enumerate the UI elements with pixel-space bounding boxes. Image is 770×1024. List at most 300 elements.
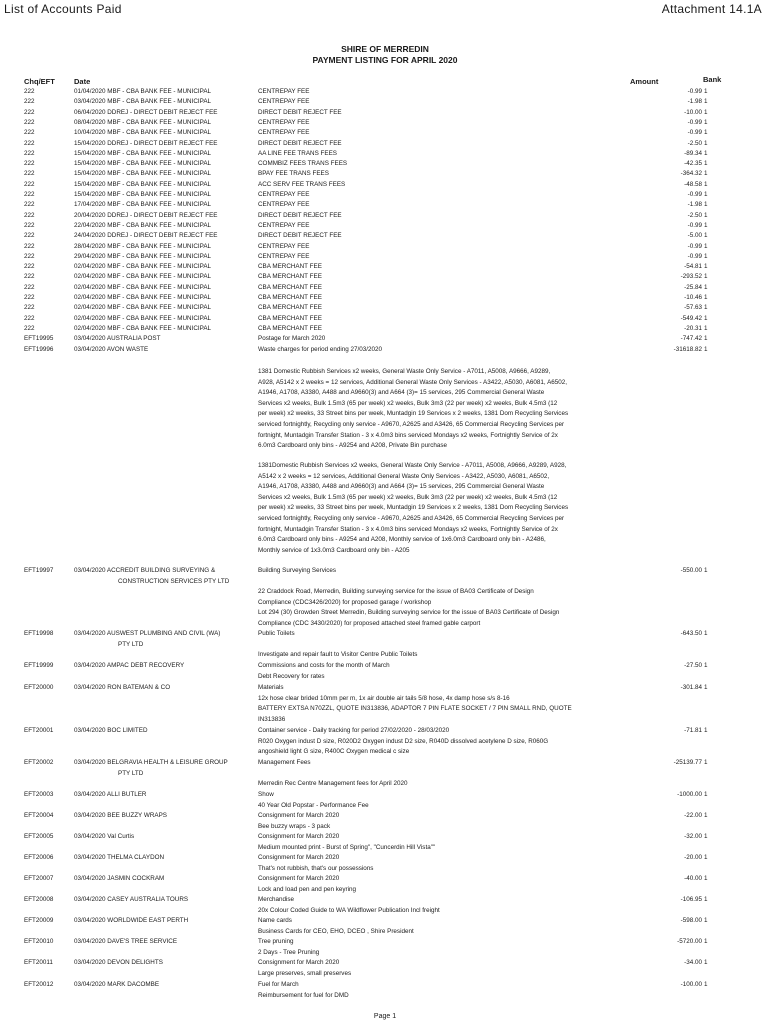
description: CBA MERCHANT FEE	[258, 283, 322, 291]
bank-code: 1	[704, 727, 708, 734]
description	[258, 758, 634, 790]
description-line: Consignment for March 2020	[258, 812, 340, 819]
bank-code: 1	[704, 180, 708, 188]
cheque-number: 222	[24, 98, 35, 106]
description-line: Tree pruning	[258, 938, 294, 945]
bank-code: 1	[704, 252, 708, 260]
shire-title: SHIRE OF MERREDIN	[341, 44, 429, 54]
description-line: Public Toilets	[258, 630, 295, 637]
date-payee	[74, 629, 254, 650]
date-payee: 02/04/2020 MBF - CBA BANK FEE - MUNICIPAL	[74, 294, 212, 301]
date-payee	[74, 874, 254, 885]
bank-code: 1	[704, 160, 708, 168]
description: CENTREPAY FEE	[258, 201, 310, 209]
date-payee	[74, 790, 254, 801]
date-payee: 03/04/2020 AUSTRALIA POST	[74, 335, 161, 343]
description	[258, 566, 634, 630]
attachment-label: Attachment 14.1A	[661, 2, 762, 16]
table-row	[0, 272, 770, 282]
date-payee: 06/04/2020 DDREJ - DIRECT DEBIT REJECT FEE	[74, 108, 218, 116]
description: CENTREPAY FEE	[258, 221, 310, 229]
amount: -71.81	[684, 727, 702, 734]
cheque-number: EFT19998	[24, 630, 54, 637]
payee-line-2: PTY LTD	[118, 640, 144, 648]
payee-line-1: 03/04/2020 MARK DACOMBE	[74, 981, 160, 988]
amount: -25139.77	[673, 759, 702, 766]
date-payee: 03/04/2020 MBF - CBA BANK FEE - MUNICIPAL	[74, 98, 212, 106]
amount: -364.32	[680, 170, 702, 178]
description-line: Compliance (CDC 3430/2020) for proposed attached steel framed gable carport	[258, 619, 481, 627]
date-payee: 29/04/2020 MBF - CBA BANK FEE - MUNICIPAL	[74, 252, 212, 260]
bank-code: 1	[704, 170, 708, 178]
amount: -10.46	[684, 294, 702, 301]
detail-line: Services x2 weeks, Bulk 1.5m3 (65 per week) x2 weeks, Bulk 3m3 (22 per week) x2 weeks, Bulk 4.5m3 (12	[258, 493, 558, 501]
cheque-number: EFT20004	[24, 812, 54, 819]
description-line: Building Surveying Services	[258, 567, 337, 574]
description: CBA MERCHANT FEE	[258, 294, 322, 301]
bank-code: 1	[704, 108, 708, 116]
cheque-number: 222	[24, 273, 35, 281]
description-line: Consignment for March 2020	[258, 833, 340, 840]
table-row	[0, 190, 770, 200]
document-header-left: List of Accounts Paid	[4, 2, 122, 16]
listing-title: PAYMENT LISTING FOR APRIL 2020	[312, 55, 458, 65]
table-row	[0, 262, 770, 272]
payee-line-1: 03/04/2020 DAVE'S TREE SERVICE	[74, 938, 178, 945]
cheque-number: EFT20006	[24, 854, 54, 861]
column-header-amount: Amount	[630, 77, 659, 86]
cheque-number: 222	[24, 304, 35, 312]
amount: -0.99	[687, 191, 702, 198]
cheque-number: 222	[24, 252, 35, 260]
amount: -20.31	[684, 324, 702, 332]
cheque-number: 222	[24, 221, 35, 229]
description-line: Compliance (CDC3426/2020) for proposed garage / workshop	[258, 598, 432, 606]
amount: -5.00	[687, 232, 702, 240]
table-row	[0, 159, 770, 169]
description-line: Fuel for March	[258, 981, 299, 988]
date-payee: 02/04/2020 MBF - CBA BANK FEE - MUNICIPAL	[74, 263, 212, 271]
description-line: Large preserves, small preserves	[258, 969, 352, 977]
payee-line-1: 03/04/2020 WORLDWIDE EAST PERTH	[74, 917, 189, 924]
description: CENTREPAY FEE	[258, 98, 310, 106]
amount: -48.58	[684, 180, 702, 188]
date-payee: 08/04/2020 MBF - CBA BANK FEE - MUNICIPAL	[74, 118, 212, 126]
table-row	[0, 324, 770, 334]
table-row	[0, 87, 770, 97]
payee-line-1: 03/04/2020 BOC LIMITED	[74, 727, 148, 734]
amount: -25.84	[684, 283, 702, 291]
date-payee: 28/04/2020 MBF - CBA BANK FEE - MUNICIPAL	[74, 242, 212, 250]
cheque-number: EFT19995	[24, 335, 54, 343]
description-line: Commissions and costs for the month of March	[258, 662, 390, 669]
amount: -31618.82	[673, 345, 702, 353]
amount: -1000.00	[677, 791, 702, 798]
description-line: That's not rubbish, that's our possessions	[258, 864, 374, 872]
payee-line-1: 03/04/2020 ACCREDIT BUILDING SURVEYING &	[74, 567, 216, 574]
table-row	[0, 180, 770, 190]
bank-code: 1	[704, 567, 708, 574]
amount: -643.50	[680, 630, 702, 637]
bank-code: 1	[704, 938, 708, 945]
amount: -2.50	[687, 211, 702, 219]
bank-code: 1	[704, 791, 708, 798]
description	[258, 726, 634, 758]
detail-line: per week) x2 weeks, 33 Street bins per week, Muntadgin 19 Services x 2 weeks, 1381 Dom Recycling Services	[258, 504, 569, 512]
description: CBA MERCHANT FEE	[258, 314, 322, 322]
description-line: 40 Year Old Popstar - Performance Fee	[258, 801, 369, 809]
amount: -20.00	[684, 854, 702, 861]
detail-line: A5142 x 2 weeks = 12 services, Additional General Waste Only Services - A3422, A5030, A6081, A6502,	[258, 472, 550, 480]
description	[258, 811, 634, 832]
description-line: Container service - Daily tracking for period 27/02/2020 - 28/03/2020	[258, 727, 450, 734]
amount: -0.99	[687, 221, 702, 229]
cheque-number: 222	[24, 314, 35, 322]
description-line: Reimbursement for fuel for DMD	[258, 991, 349, 999]
table-row	[0, 252, 770, 262]
description-line: Consignment for March 2020	[258, 959, 340, 966]
date-payee: 02/04/2020 MBF - CBA BANK FEE - MUNICIPAL	[74, 273, 212, 281]
payee-line-1: 03/04/2020 THELMA CLAYDON	[74, 854, 165, 861]
bank-code: 1	[704, 314, 708, 322]
table-row	[0, 118, 770, 128]
table-row	[0, 314, 770, 324]
bank-code: 1	[704, 630, 708, 637]
detail-line: Services x2 weeks, Bulk 1.5m3 (65 per week) x2 weeks, Bulk 3m3 (22 per week) x2 weeks, Bulk 4.5m3 (12	[258, 399, 558, 407]
date-payee	[74, 853, 254, 864]
description-line: angoshield light G size, R400C Oxygen medical c size	[258, 748, 410, 756]
bank-code: 1	[704, 139, 708, 147]
detail-line: 6.0m3 Cardboard only bins - A9254 and A208, Monthly service of 1x6.0m3 Cardboard only bin - A2486,	[258, 536, 546, 544]
description-line: Bee buzzy wraps - 3 pack	[258, 822, 331, 830]
bank-code: 1	[704, 345, 708, 353]
cheque-number: EFT20010	[24, 938, 54, 945]
amount: -549.42	[680, 314, 702, 322]
table-row	[0, 149, 770, 159]
description: CBA MERCHANT FEE	[258, 263, 322, 271]
description-line: Business Cards for CEO, EHO, DCEO , Shire President	[258, 927, 414, 935]
payee-line-1: 03/04/2020 JASMIN COCKRAM	[74, 875, 165, 882]
payee-line-1: 03/04/2020 RON BATEMAN & CO	[74, 684, 171, 691]
bank-code: 1	[704, 232, 708, 240]
amount: -293.52	[680, 273, 702, 281]
date-payee: 22/04/2020 MBF - CBA BANK FEE - MUNICIPAL	[74, 221, 212, 229]
payee-line-2: PTY LTD	[118, 769, 144, 777]
bank-code: 1	[704, 875, 708, 882]
date-payee: 15/04/2020 MBF - CBA BANK FEE - MUNICIPAL	[74, 149, 212, 157]
bank-code: 1	[704, 812, 708, 819]
detail-line: serviced fortnightly, Recycling only service - A9670, A2625 and A3426, 65 Commercial Recycling Services per	[258, 420, 565, 428]
table-row	[0, 221, 770, 231]
cheque-number: 222	[24, 201, 35, 209]
cheque-number: 222	[24, 170, 35, 178]
table-row	[0, 293, 770, 303]
bank-code: 1	[704, 129, 708, 137]
avon-waste-detail-1	[258, 367, 634, 452]
amount: -40.00	[684, 875, 702, 882]
date-payee	[74, 683, 254, 694]
cheque-number: 222	[24, 88, 35, 95]
payee-line-1: 03/04/2020 DEVON DELIGHTS	[74, 959, 163, 966]
payee-line-1: 03/04/2020 BEE BUZZY WRAPS	[74, 812, 167, 819]
detail-line: A928, A5142 x 2 weeks = 12 services, Additional General Waste Only Services - A3422, A5030, A6081, A6502,	[258, 378, 568, 386]
description	[258, 661, 634, 682]
date-payee: 15/04/2020 MBF - CBA BANK FEE - MUNICIPAL	[74, 180, 212, 188]
cheque-number: 222	[24, 263, 35, 271]
amount: -32.00	[684, 833, 702, 840]
bank-code: 1	[704, 191, 708, 198]
description-line: BATTERY EXTSA N70ZZL, QUOTE IN313836, ADAPTOR 7 PIN FLATE SOCKET / 7 PIN SMALL RND, QUOTE	[258, 705, 572, 713]
bank-code: 1	[704, 98, 708, 106]
amount: -2.50	[687, 139, 702, 147]
detail-line: Monthly service of 1x3.0m3 Cardboard only bin - A205	[258, 546, 410, 554]
cheque-number: EFT20012	[24, 981, 54, 988]
cheque-number: EFT20000	[24, 684, 54, 691]
date-payee: 03/04/2020 AVON WASTE	[74, 345, 149, 353]
description	[258, 853, 634, 874]
amount: -100.00	[680, 981, 702, 988]
date-payee: 02/04/2020 MBF - CBA BANK FEE - MUNICIPAL	[74, 304, 212, 312]
bank-code: 1	[704, 242, 708, 250]
amount: -57.63	[684, 304, 702, 312]
description	[258, 874, 634, 895]
bank-code: 1	[704, 118, 708, 126]
date-payee	[74, 661, 254, 672]
amount: -42.35	[684, 160, 702, 168]
amount: -54.81	[684, 263, 702, 271]
description-line: Show	[258, 791, 274, 798]
date-payee	[74, 937, 254, 948]
description	[258, 629, 634, 661]
bank-code: 1	[704, 88, 708, 95]
table-row	[0, 200, 770, 210]
bank-code: 1	[704, 335, 708, 343]
bank-code: 1	[704, 149, 708, 157]
cheque-number: EFT20008	[24, 896, 54, 903]
column-header-bank: Bank	[703, 75, 722, 84]
description-line: Medium mounted print - Burst of Spring", "Cuncerdin Hill Vista""	[258, 843, 436, 851]
cheque-number: 222	[24, 232, 35, 240]
amount: -550.00	[680, 567, 702, 574]
description-line: Merredin Rec Centre Management fees for April 2020	[258, 780, 408, 788]
cheque-number: 222	[24, 191, 35, 198]
cheque-number: EFT20002	[24, 759, 54, 766]
detail-line: per week) x2 weeks, 33 Street bins per week, Muntadgin 19 Services x 2 weeks, 1381 Dom Recycling Services	[258, 410, 569, 418]
amount: -0.99	[687, 242, 702, 250]
date-payee: 15/04/2020 MBF - CBA BANK FEE - MUNICIPAL	[74, 191, 212, 198]
bank-code: 1	[704, 662, 708, 669]
date-payee: 15/04/2020 MBF - CBA BANK FEE - MUNICIPAL	[74, 160, 212, 168]
description	[258, 790, 634, 811]
payee-line-2: CONSTRUCTION SERVICES PTY LTD	[118, 577, 230, 585]
amount: -106.95	[680, 896, 702, 903]
description: DIRECT DEBIT REJECT FEE	[258, 211, 342, 219]
detail-line: fortnight, Muntadgin Transfer Station - 3 x 4.0m3 bins serviced Mondays x2 weeks, Fortnightly Service of 2x	[258, 431, 558, 439]
description-line: Materials	[258, 684, 284, 691]
detail-line: serviced fortnightly, Recycling only service - A9670, A2625 and A3426, 65 Commercial Recycling Services per	[258, 514, 565, 522]
amount: -10.00	[684, 108, 702, 116]
amount: -301.84	[680, 684, 702, 691]
table-row	[0, 169, 770, 179]
date-payee	[74, 758, 254, 779]
page-number: Page 1	[373, 1013, 397, 1020]
cheque-number: EFT19999	[24, 662, 54, 669]
cheque-number: 222	[24, 294, 35, 301]
column-header-chq: Chq/EFT	[24, 77, 55, 86]
table-row	[0, 283, 770, 293]
date-payee	[74, 726, 254, 737]
description: BPAY FEE TRANS FEES	[258, 170, 329, 178]
amount: -22.00	[684, 812, 702, 819]
description-line: 12x hose clear brided 10mm per m, 1x air double air tails 5/8 hose, 4x damp hose s/s 8-16	[258, 694, 510, 702]
bank-code: 1	[704, 283, 708, 291]
bank-code: 1	[704, 759, 708, 766]
amount: -0.99	[687, 118, 702, 126]
amount: -89.34	[684, 149, 702, 157]
bank-code: 1	[704, 294, 708, 301]
description: CENTREPAY FEE	[258, 118, 310, 126]
bank-code: 1	[704, 917, 708, 924]
detail-line: 1381Domestic Rubbish Services x2 weeks, General Waste Only Service - A7011, A5008, A9666, A9289, A928,	[258, 462, 567, 469]
column-header-date: Date	[74, 77, 91, 86]
cheque-number: EFT20009	[24, 917, 54, 924]
avon-waste-detail-2	[258, 461, 634, 556]
bank-code: 1	[704, 684, 708, 691]
description-line: Consignment for March 2020	[258, 875, 340, 882]
amount: -598.00	[680, 917, 702, 924]
description-line: Lock and load pen and pen keyring	[258, 885, 357, 893]
table-row	[0, 128, 770, 138]
amount: -0.99	[687, 88, 702, 95]
payee-line-1: 03/04/2020 Val Curtis	[74, 833, 135, 840]
amount: -1.98	[687, 98, 702, 106]
table-row	[0, 334, 770, 344]
description-line	[258, 769, 634, 780]
amount: -5720.00	[677, 938, 702, 945]
description-line: Consignment for March 2020	[258, 854, 340, 861]
bank-code: 1	[704, 211, 708, 219]
cheque-number: EFT20007	[24, 875, 54, 882]
table-row	[0, 231, 770, 241]
cheque-number: EFT20011	[24, 959, 53, 966]
bank-code: 1	[704, 959, 708, 966]
description: ACC SERV FEE TRANS FEES	[258, 180, 346, 188]
cheque-number: 222	[24, 160, 35, 168]
amount: -747.42	[680, 335, 702, 343]
description-line: Name cards	[258, 917, 292, 924]
date-payee: 02/04/2020 MBF - CBA BANK FEE - MUNICIPAL	[74, 283, 212, 291]
table-row	[0, 139, 770, 149]
description: Postage for March 2020	[258, 335, 326, 343]
bank-code: 1	[704, 263, 708, 271]
date-payee: 15/04/2020 MBF - CBA BANK FEE - MUNICIPAL	[74, 170, 212, 178]
description: COMMBIZ FEES TRANS FEES	[258, 160, 348, 168]
amount: -34.00	[684, 959, 702, 966]
cheque-number: EFT19996	[24, 345, 54, 353]
amount: -0.99	[687, 252, 702, 260]
bank-code: 1	[704, 273, 708, 281]
bank-code: 1	[704, 221, 708, 229]
description-line: Investigate and repair fault to Visitor Centre Public Toilets	[258, 651, 418, 659]
description: CBA MERCHANT FEE	[258, 324, 322, 332]
bank-code: 1	[704, 833, 708, 840]
date-payee	[74, 566, 254, 587]
bank-code: 1	[704, 896, 708, 903]
date-payee: 17/04/2020 MBF - CBA BANK FEE - MUNICIPAL	[74, 201, 212, 209]
detail-line: 1381 Domestic Rubbish Services x2 weeks, General Waste Only Service - A7011, A5008, A9666, A9289,	[258, 368, 551, 375]
cheque-number: EFT20005	[24, 833, 54, 840]
description-line: IN313836	[258, 715, 286, 723]
date-payee: 02/04/2020 MBF - CBA BANK FEE - MUNICIPAL	[74, 324, 212, 332]
table-row	[0, 345, 770, 355]
description: DIRECT DEBIT REJECT FEE	[258, 232, 342, 240]
payee-line-1: 03/04/2020 BELGRAVIA HEALTH & LEISURE GROUP	[74, 759, 228, 766]
payee-line-1: 03/04/2020 ALLI BUTLER	[74, 791, 147, 798]
date-payee: 24/04/2020 DDREJ - DIRECT DEBIT REJECT FEE	[74, 232, 218, 240]
description: CBA MERCHANT FEE	[258, 304, 322, 312]
detail-line: fortnight, Muntadgin Transfer Station - 3 x 4.0m3 bins serviced Mondays x2 weeks, Fortnightly Service of 2x	[258, 525, 558, 533]
bank-code: 1	[704, 201, 708, 209]
date-payee: 10/04/2020 MBF - CBA BANK FEE - MUNICIPAL	[74, 129, 212, 137]
amount: -1.98	[687, 201, 702, 209]
bank-code: 1	[704, 854, 708, 861]
date-payee	[74, 916, 254, 927]
description: DIRECT DEBIT REJECT FEE	[258, 139, 342, 147]
description-line: R020 Oxygen indust D size, R020D2 Oxygen indust D2 size, R040D dissolved acetylene D size, R060G	[258, 737, 549, 745]
payee-line-1: 03/04/2020 AMPAC DEBT RECOVERY	[74, 662, 185, 669]
description	[258, 683, 634, 725]
description-line: Debt Recovery for rates	[258, 672, 325, 680]
cheque-number: 222	[24, 180, 35, 188]
cheque-number: 222	[24, 118, 35, 126]
description	[258, 916, 634, 937]
cheque-number: 222	[24, 108, 35, 116]
detail-line: A1946, A1708, A3380, A488 and A9660(3) and A664 (3)= 15 services, 295 Commercial General Waste	[258, 389, 545, 397]
cheque-number: EFT19997	[24, 567, 54, 574]
description	[258, 937, 634, 958]
table-row	[0, 108, 770, 118]
payee-line-1: 03/04/2020 CASEY AUSTRALIA TOURS	[74, 896, 189, 903]
description	[258, 895, 634, 916]
cheque-number: 222	[24, 129, 35, 137]
description-line: 2 Days - Tree Pruning	[258, 948, 320, 956]
description: CENTREPAY FEE	[258, 252, 310, 260]
detail-line: 6.0m3 Cardboard only bins - A9254 and A208, Private Bin purchase	[258, 442, 448, 450]
description	[258, 958, 634, 979]
date-payee: 02/04/2020 MBF - CBA BANK FEE - MUNICIPAL	[74, 314, 212, 322]
date-payee	[74, 811, 254, 822]
description: CENTREPAY FEE	[258, 88, 310, 95]
description-line	[258, 640, 634, 651]
date-payee: 15/04/2020 DDREJ - DIRECT DEBIT REJECT FEE	[74, 139, 218, 147]
table-row	[0, 242, 770, 252]
detail-line: A1946, A1708, A3380, A488 and A9660(3) and A664 (3)= 15 services, 295 Commercial General Waste	[258, 483, 545, 491]
cheque-number: EFT20003	[24, 791, 54, 798]
date-payee: 01/04/2020 MBF - CBA BANK FEE - MUNICIPAL	[74, 88, 212, 95]
description	[258, 980, 634, 1001]
description: AA LINE FEE TRANS FEES	[258, 149, 337, 157]
description: CENTREPAY FEE	[258, 242, 310, 250]
table-row	[0, 303, 770, 313]
date-payee	[74, 980, 254, 991]
description: CENTREPAY FEE	[258, 129, 310, 137]
cheque-number: 222	[24, 139, 35, 147]
description-line: 22 Craddock Road, Merredin, Building surveying service for the issue of BA03 Certificate of Design	[258, 588, 534, 596]
table-row	[0, 211, 770, 221]
cheque-number: 222	[24, 324, 35, 332]
description-line: 20x Colour Coded Guide to WA Wildflower Publication Incl freight	[258, 906, 440, 914]
description: CBA MERCHANT FEE	[258, 273, 322, 281]
